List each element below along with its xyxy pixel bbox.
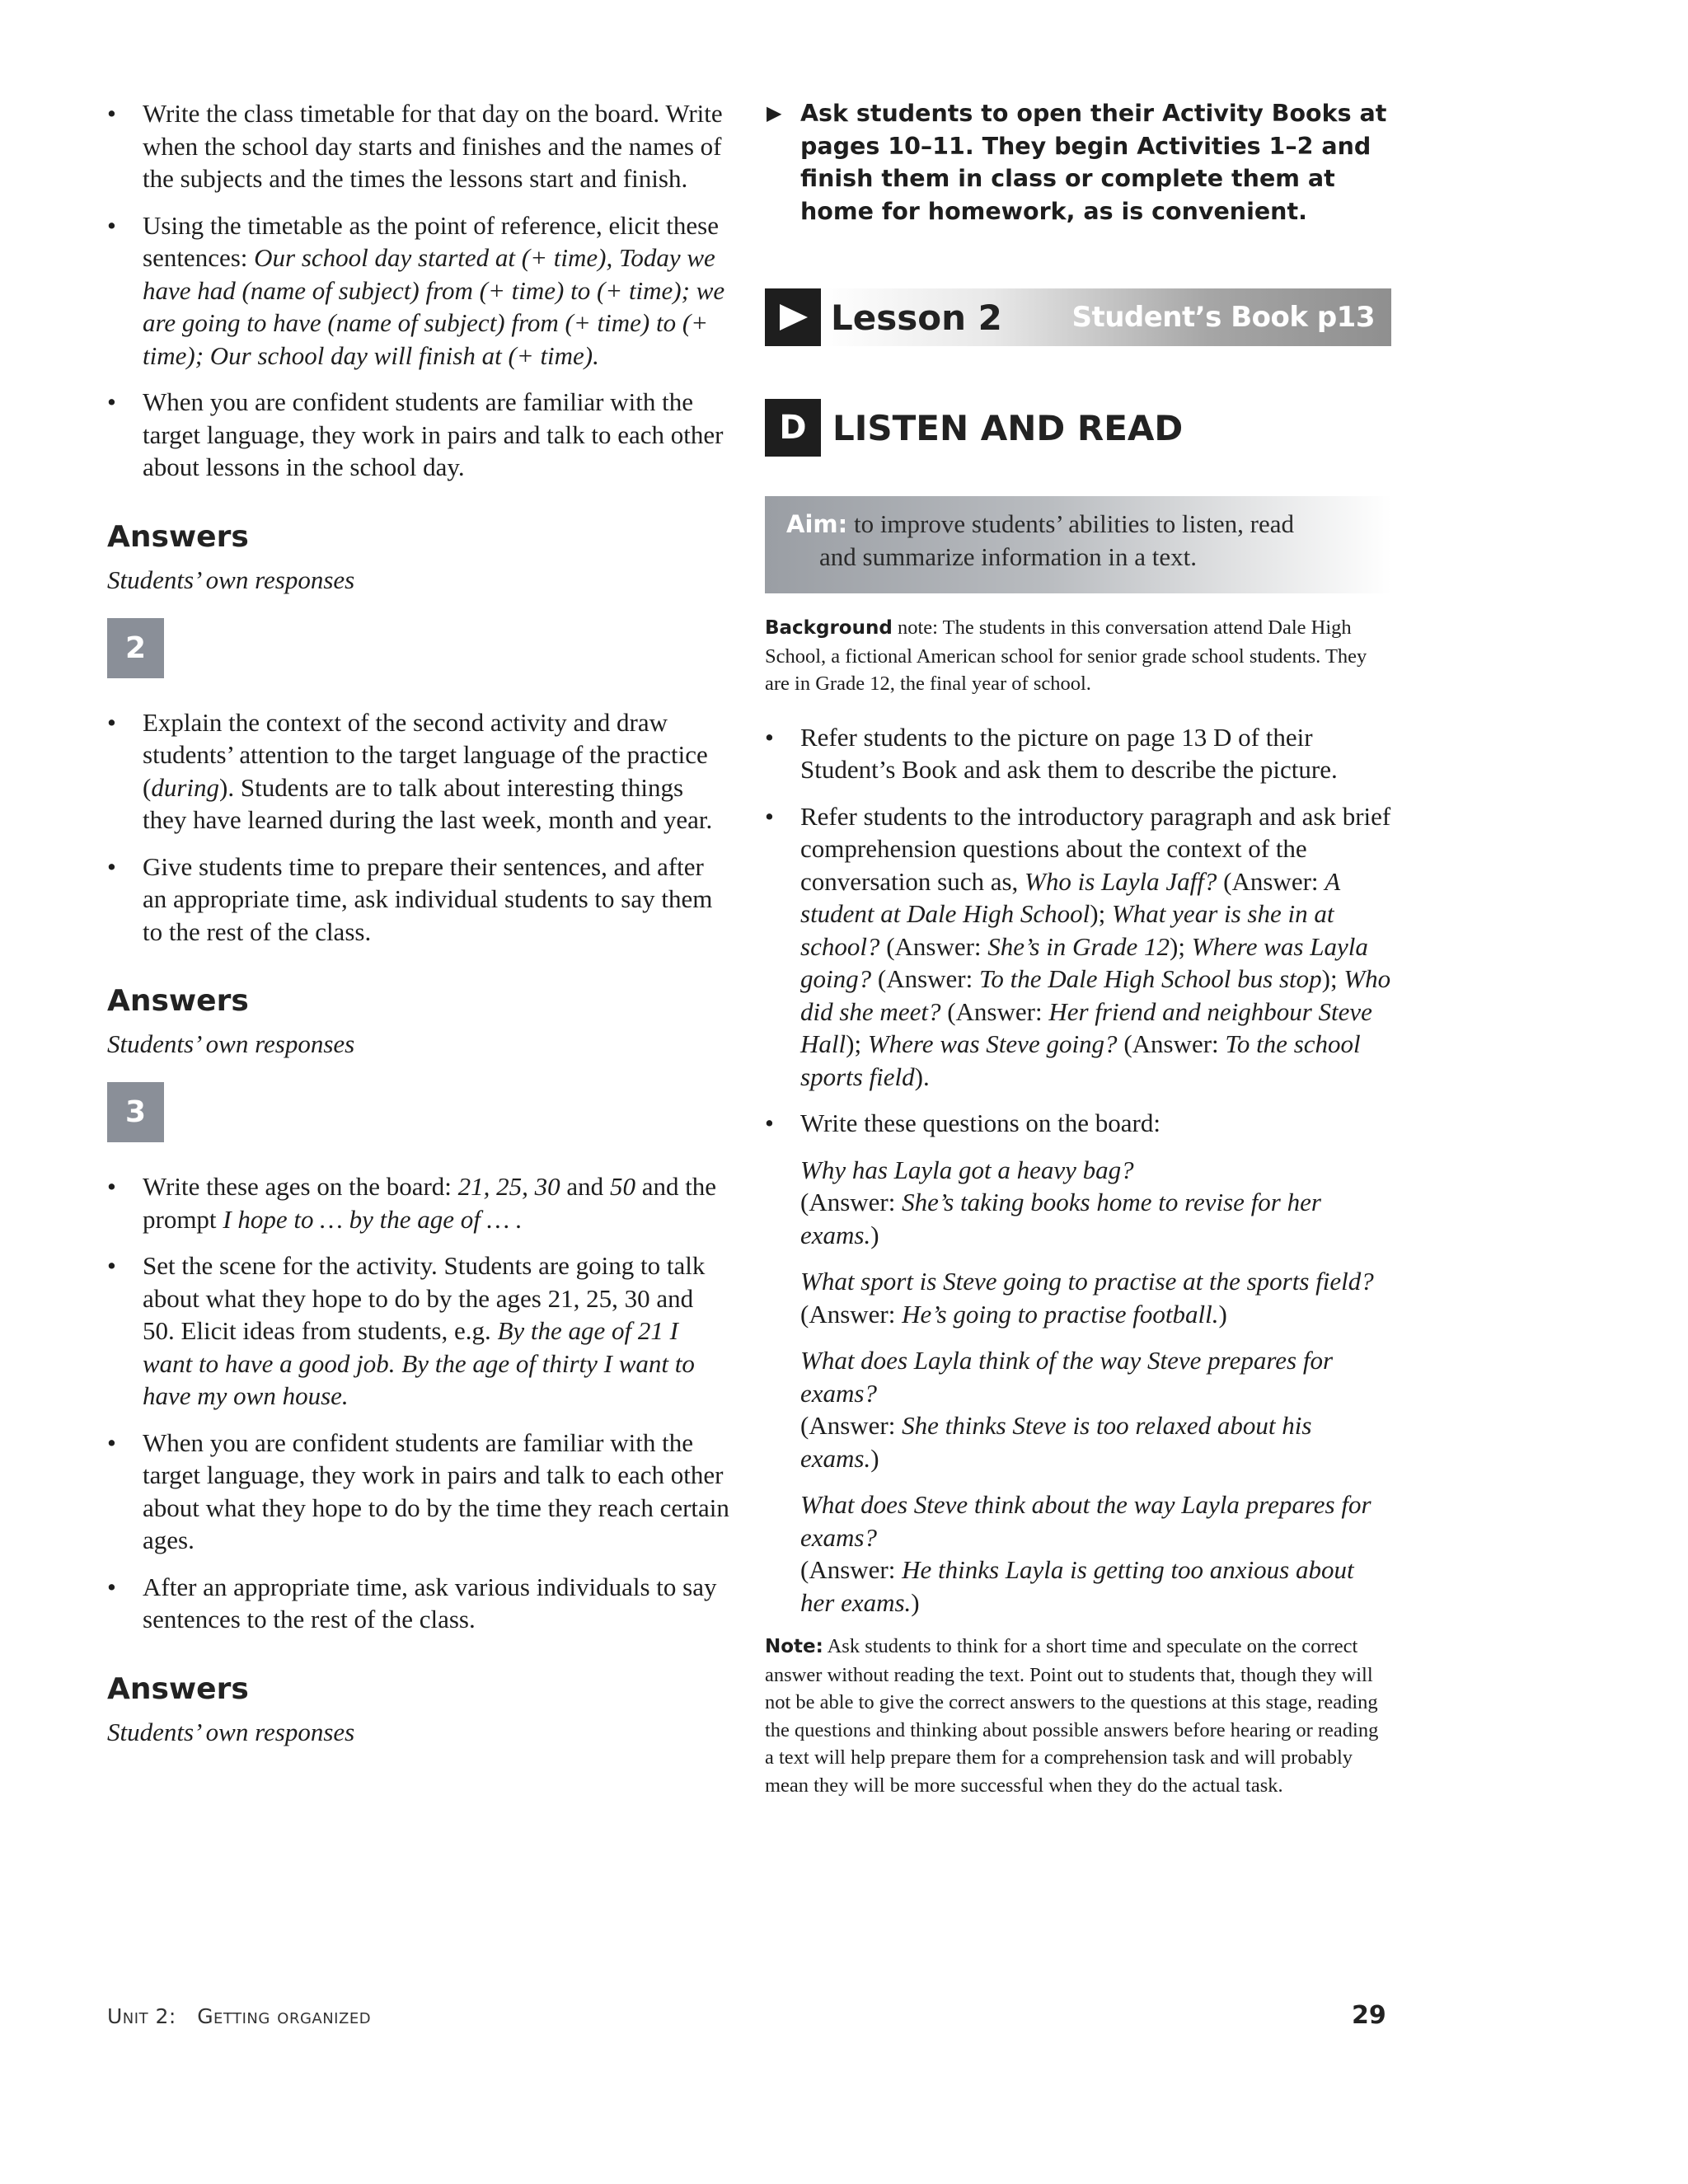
answers-heading: Answers: [107, 1671, 249, 1706]
list-item: • Write the class timetable for that day on the board. Write when the school day starts and finishes and the names of the subjects and the times the lessons start and finish.: [107, 97, 729, 195]
question-block: [765, 1265, 1391, 1330]
intro-bullet-list: [107, 97, 729, 484]
background-note: Background note: The students in this conversation attend Dale High School, a fictional American school for senior grade school students. They are in Grade 12, the final year of school.: [765, 616, 1367, 695]
lesson-title: Lesson 2: [831, 297, 1002, 338]
page-number: 29: [1352, 2001, 1386, 2030]
arrow-right-icon: ▶: [767, 101, 782, 124]
question-block: [765, 1154, 1391, 1252]
answers-text: Students’ own responses: [107, 1029, 355, 1058]
activity2-bullet-list: [107, 706, 729, 949]
left-column: [107, 97, 729, 1749]
question-answer-list: [765, 1154, 1391, 1619]
footer-unit-title: [107, 2004, 371, 2028]
play-icon: [765, 288, 821, 346]
background-label: Background: [765, 617, 893, 639]
lesson-bullet-list: [765, 721, 1391, 1140]
list-item: • When you are confident students are familiar with the target language, they work in pairs and talk to each other about lessons in the school day.: [107, 386, 729, 484]
list-item: • When you are confident students are familiar with the target language, they work in pairs and talk to each other about what they hope to do by the time they reach certain ages.: [107, 1427, 729, 1557]
unit-label: Unit 2:: [107, 2004, 176, 2028]
section-title: LISTEN AND READ: [832, 407, 1184, 448]
lesson-book-reference: Student’s Book p13: [1071, 301, 1375, 334]
question-text: What sport is Steve going to practise at the sports field?: [800, 1267, 1374, 1296]
question-block: [765, 1344, 1391, 1474]
list-item: • Write these ages on the board: 21, 25, 30 and 50 and the prompt I hope to … by the age of … .: [107, 1170, 729, 1235]
question-text: What does Steve think about the way Layla prepares for exams?: [800, 1490, 1372, 1552]
list-item: • Using the timetable as the point of reference, elicit these sentences: Our school day started at (+ time), Today we have had (name of subject) from (+ time) to (+ time); we are going to have (name of subject) from (+ time) to (+ time); Our school day will finish at (+ time).: [107, 209, 729, 373]
list-item: • Explain the context of the second activity and draw students’ attention to the target language of the practice (during). Students are to talk about interesting things they have learned during the last week, month and year.: [107, 706, 729, 837]
list-item: • Write these questions on the board:: [765, 1107, 1391, 1140]
activity-number-badge: 3: [107, 1082, 164, 1142]
teacher-note: Note: Ask students to think for a short time and speculate on the correct answer without reading the text. Point out to students that, though they will not be able to give the correct answers to the questions at this stage, reading the questions and thinking about possible answers before hearing or reading a text will help prepare them for a comprehension task and will probably mean they will be more successful when they do the actual task.: [765, 1635, 1379, 1797]
activity3-bullet-list: [107, 1170, 729, 1636]
aim-text-line1: to improve students’ abilities to listen, read: [847, 509, 1295, 538]
list-item: • Set the scene for the activity. Students are going to talk about what they hope to do by the ages 21, 25, 30 and 50. Elicit ideas from students, e.g. By the age of 21 I want to have a good job. By the age of thirty I want to have my own house.: [107, 1249, 729, 1413]
activity-number-badge: 2: [107, 618, 164, 678]
answers-heading: Answers: [107, 984, 249, 1018]
question-text: What does Layla think of the way Steve prepares for exams?: [800, 1346, 1334, 1408]
list-item: • Give students time to prepare their sentences, and after an appropriate time, ask individual students to say them to the rest of the class.: [107, 851, 729, 949]
section-heading: [765, 399, 1391, 457]
aim-box: [765, 496, 1391, 593]
lesson-header-bar: [765, 288, 1391, 346]
aim-label: Aim:: [786, 510, 848, 538]
answers-text: Students’ own responses: [107, 1717, 355, 1746]
answers-heading: Answers: [107, 519, 249, 554]
answer-text: (Answer: She thinks Steve is too relaxed about his exams.): [800, 1411, 1312, 1473]
right-column: [765, 97, 1391, 1822]
question-text: Why has Layla got a heavy bag?: [800, 1155, 1134, 1184]
note-label: Note:: [765, 1636, 823, 1657]
answer-text: (Answer: He thinks Layla is getting too anxious about her exams.): [800, 1555, 1354, 1617]
activity-book-instruction: ▶ Ask students to open their Activity Books at pages 10–11. They begin Activities 1–2 and finish them in class or complete them at home for homework, as is convenient.: [765, 97, 1391, 227]
aim-text-line2: and summarize information in a text.: [819, 542, 1197, 571]
list-item: • Refer students to the picture on page 13 D of their Student’s Book and ask them to describe the picture.: [765, 721, 1391, 786]
answer-text: (Answer: He’s going to practise football.): [800, 1299, 1227, 1329]
unit-title: Getting organized: [197, 2004, 372, 2028]
section-letter-badge: D: [765, 399, 821, 457]
list-item: • After an appropriate time, ask various individuals to say sentences to the rest of the class.: [107, 1571, 729, 1636]
answer-text: (Answer: She’s taking books home to revise for her exams.): [800, 1188, 1321, 1249]
question-block: [765, 1488, 1391, 1619]
list-item: • Refer students to the introductory paragraph and ask brief comprehension questions about the context of the conversation such as, Who is Layla Jaff? (Answer: A student at Dale High School); What year is she in at school? (Answer: She’s in Grade 12); Where was Layla going? (Answer: To the Dale High School bus stop); Who did she meet? (Answer: Her friend and neighbour Steve Hall); Where was Steve going? (Answer: To the school sports field).: [765, 800, 1391, 1094]
answers-text: Students’ own responses: [107, 565, 355, 594]
